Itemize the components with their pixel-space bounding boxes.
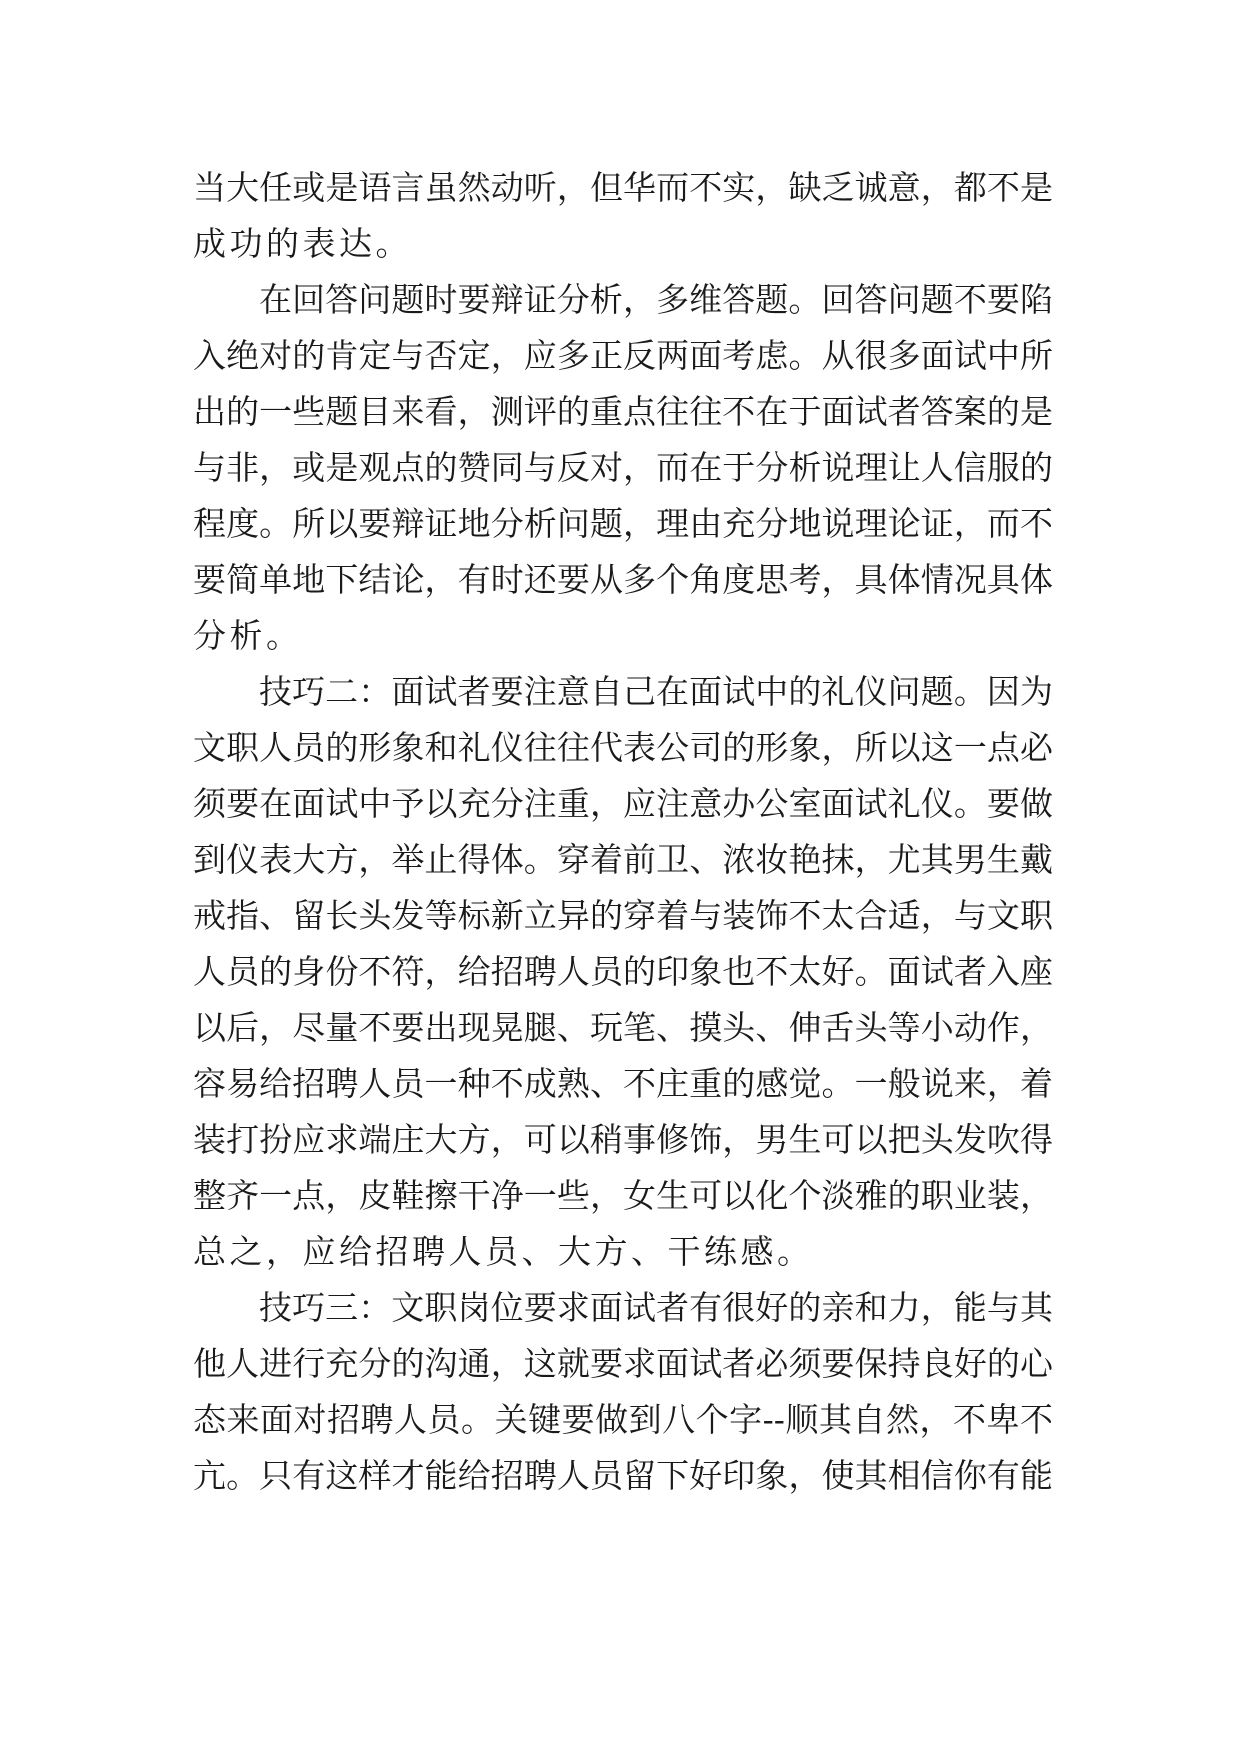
text-line: 须要在面试中予以充分注重，应注意办公室面试礼仪。要做 bbox=[193, 784, 1053, 823]
document-page bbox=[193, 160, 1053, 1504]
text-line: 容易给招聘人员一种不成熟、不庄重的感觉。一般说来，着 bbox=[193, 1064, 1053, 1103]
text-line: 出的一些题目来看，测评的重点往往不在于面试者答案的是 bbox=[193, 392, 1053, 431]
text-line: 当大任或是语言虽然动听，但华而不实，缺乏诚意，都不是 bbox=[193, 168, 1053, 207]
text-line: 总之，应给招聘人员、大方、干练感。 bbox=[193, 1232, 814, 1271]
text-line: 成功的表达。 bbox=[193, 224, 412, 263]
paragraph-first-line: 在回答问题时要辩证分析，多维答题。回答问题不要陷 bbox=[259, 280, 1053, 319]
text-line: 人员的身份不符，给招聘人员的印象也不太好。面试者入座 bbox=[193, 952, 1053, 991]
text-line: 态来面对招聘人员。关键要做到八个字--顺其自然，不卑不 bbox=[193, 1400, 1053, 1439]
text-line: 要简单地下结论，有时还要从多个角度思考，具体情况具体 bbox=[193, 560, 1053, 599]
text-line: 以后，尽量不要出现晃腿、玩笔、摸头、伸舌头等小动作， bbox=[193, 1008, 1053, 1047]
text-line: 整齐一点，皮鞋擦干净一些，女生可以化个淡雅的职业装， bbox=[193, 1176, 1053, 1215]
text-line: 他人进行充分的沟通，这就要求面试者必须要保持良好的心 bbox=[193, 1344, 1053, 1383]
text-line: 与非，或是观点的赞同与反对，而在于分析说理让人信服的 bbox=[193, 448, 1053, 487]
text-line: 亢。只有这样才能给招聘人员留下好印象，使其相信你有能 bbox=[193, 1456, 1053, 1495]
text-line: 戒指、留长头发等标新立异的穿着与装饰不太合适，与文职 bbox=[193, 896, 1053, 935]
text-line: 到仪表大方，举止得体。穿着前卫、浓妆艳抹，尤其男生戴 bbox=[193, 840, 1053, 879]
text-line: 装打扮应求端庄大方，可以稍事修饰，男生可以把头发吹得 bbox=[193, 1120, 1053, 1159]
paragraph-first-line: 技巧二：面试者要注意自己在面试中的礼仪问题。因为 bbox=[259, 672, 1053, 711]
paragraph-first-line: 技巧三：文职岗位要求面试者有很好的亲和力，能与其 bbox=[259, 1288, 1053, 1327]
text-line: 文职人员的形象和礼仪往往代表公司的形象，所以这一点必 bbox=[193, 728, 1053, 767]
text-line: 程度。所以要辩证地分析问题，理由充分地说理论证，而不 bbox=[193, 504, 1053, 543]
text-line: 分析。 bbox=[193, 616, 303, 655]
text-line: 入绝对的肯定与否定，应多正反两面考虑。从很多面试中所 bbox=[193, 336, 1053, 375]
